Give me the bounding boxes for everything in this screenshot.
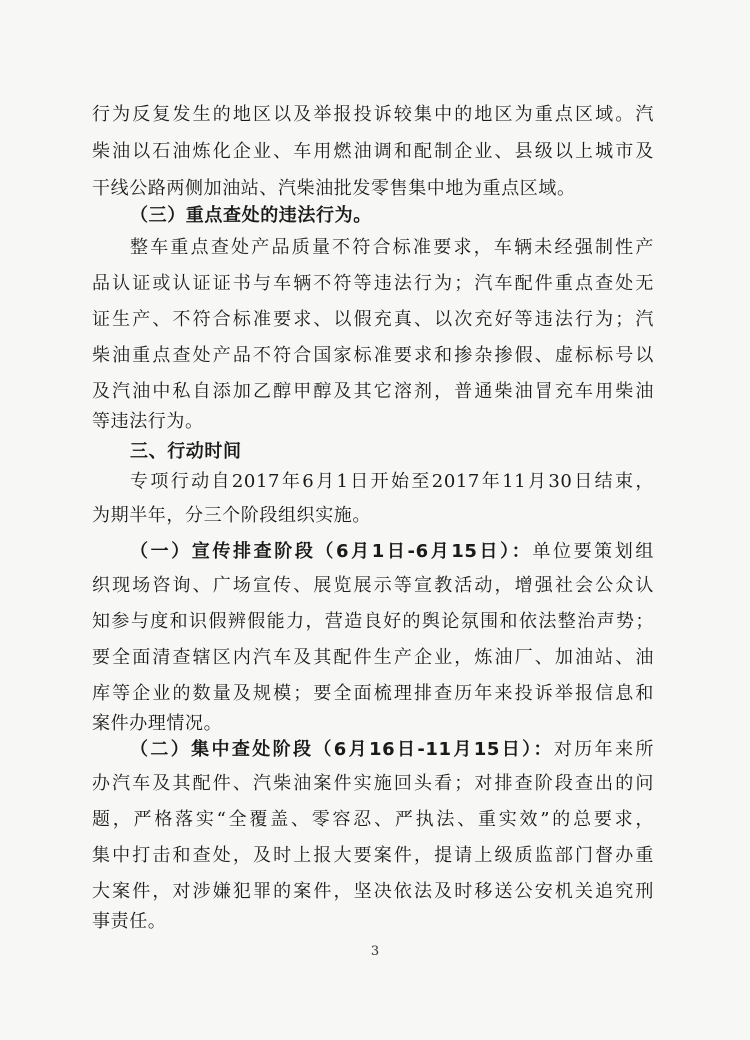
phase-heading: （一）宣传排查阶段（6月1日-6月15日）： <box>130 541 533 562</box>
body-text-line: 柴油以石油炼化企业、车用燃油调和配制企业、县级以上城市及 <box>92 141 654 162</box>
phase-heading: （二）集中查处阶段（6月16日-11月15日）： <box>130 739 554 760</box>
body-text-line: 大案件，对涉嫌犯罪的案件，坚决依法及时移送公安机关追究刑 <box>92 881 654 902</box>
body-text-line: 办汽车及其配件、汽柴油案件实施回头看；对排查阶段查出的问 <box>92 773 654 794</box>
body-text-line: 案件办理情况。 <box>92 713 223 734</box>
body-text-line: 专项行动自2017年6月1日开始至2017年11月30日结束， <box>130 471 654 492</box>
body-text-line: 行为反复发生的地区以及举报投诉较集中的地区为重点区域。汽 <box>92 104 654 125</box>
body-text-line: 柴油重点查处产品不符合国家标准要求和掺杂掺假、虚标标号以 <box>92 345 654 366</box>
section-subheading: （三）重点查处的违法行为。 <box>130 205 372 226</box>
section-heading: 三、行动时间 <box>130 441 242 462</box>
body-text-line: 库等企业的数量及规模；要全面梳理排查历年来投诉举报信息和 <box>92 683 654 704</box>
body-text-line: 题，严格落实“全覆盖、零容忍、严执法、重实效”的总要求， <box>92 809 654 830</box>
body-text-line: 等违法行为。 <box>92 411 204 432</box>
page-number: 3 <box>370 944 380 959</box>
body-text-line: 知参与度和识假辨假能力，营造良好的舆论氛围和依法整治声势； <box>92 611 654 632</box>
body-text-line: 证生产、不符合标准要求、以假充真、以次充好等违法行为；汽 <box>92 309 654 330</box>
body-text-line <box>130 734 654 765</box>
body-text-line: 集中打击和查处，及时上报大要案件，提请上级质监部门督办重 <box>92 845 654 866</box>
body-text-line: 及汽油中私自添加乙醇甲醇及其它溶剂，普通柴油冒充车用柴油 <box>92 381 654 402</box>
phase-text: 对历年来所 <box>553 739 654 760</box>
body-text-line: 品认证或认证证书与车辆不符等违法行为；汽车配件重点查处无 <box>92 273 654 294</box>
body-text-line: 事责任。 <box>92 911 167 932</box>
body-text-line: 干线公路两侧加油站、汽柴油批发零售集中地为重点区域。 <box>92 178 576 199</box>
phase-text: 单位要策划组 <box>532 541 654 562</box>
body-text-line: 为期半年，分三个阶段组织实施。 <box>92 505 371 526</box>
body-text-line: 要全面清查辖区内汽车及其配件生产企业，炼油厂、加油站、油 <box>92 647 654 668</box>
body-text-line <box>130 536 654 567</box>
body-text-line: 织现场咨询、广场宣传、展览展示等宣教活动，增强社会公众认 <box>92 575 654 596</box>
body-text-line: 整车重点查处产品质量不符合标准要求，车辆未经强制性产 <box>130 237 654 258</box>
